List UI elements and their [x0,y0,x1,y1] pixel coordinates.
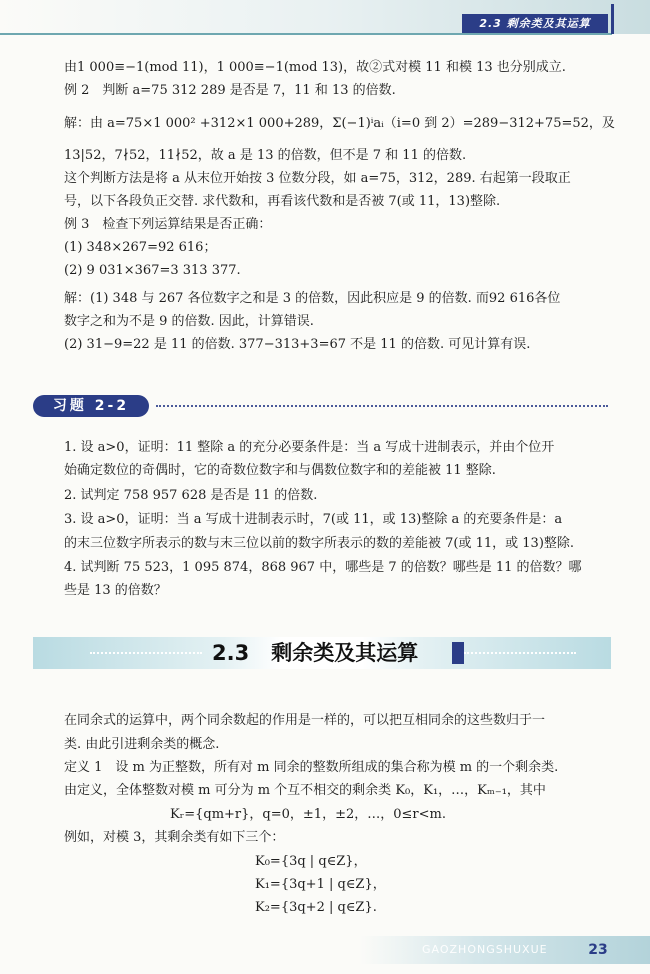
body-line: 这个判断方法是将 a 从末位开始按 3 位数分段，如 a=75，312，289. 右起第一段取正 [64,171,571,186]
section-dots-left [90,652,202,654]
exercise-badge: 习题 2-2 [33,395,149,417]
body-line: 号，以下各段负正交替. 求代数和，再看该代数和是否被 7(或 11，13)整除. [64,194,501,209]
section-accent-bar [452,642,464,664]
exercise-line: 些是 13 的倍数？ [64,583,167,598]
exercise-line: 4. 试判断 75 523，1 095 874，868 967 中，哪些是 7 的倍数？哪些是 11 的倍数？哪 [64,560,582,575]
section-dots-right [464,652,576,654]
footer-brand: GAOZHONGSHUXUE [422,943,548,956]
body-line: 解：由 a=75×1 000² +312×1 000+289，Σ(−1)ⁱaᵢ（i=0 到 2）=289−312+75=52，及 [64,116,615,131]
section-title [212,637,452,669]
exercise-line: 始确定数位的奇偶时，它的奇数位数字和与偶数位数字和的差能被 11 整除. [64,463,496,478]
exercise-line: 1. 设 a>0，证明：11 整除 a 的充分必要条件是：当 a 写成十进制表示，并由个位开 [64,440,555,455]
section-line: 在同余式的运算中，两个同余数起的作用是一样的，可以把互相同余的这些数归于一 [64,713,546,728]
section-line: 例如，对模 3，其剩余类有如下三个： [64,830,285,845]
residue-class-k1: K₁={3q+1 | q∈Z}， [255,877,386,892]
body-line: (2) 31−9=22 是 11 的倍数. 377−313+3=67 不是 11 的倍数. 可见计算有误. [64,337,531,352]
exercise-dotted-rule [156,405,608,407]
body-line: 数字之和为不是 9 的倍数. 因此，计算错误. [64,314,314,329]
body-line: 13|52，7∤52，11∤52，故 a 是 13 的倍数，但不是 7 和 11 的倍数. [64,148,467,163]
section-line: 类. 由此引进剩余类的概念. [64,737,220,752]
exercise-line: 3. 设 a>0，证明：当 a 写成十进制表示时，7(或 11，或 13)整除 a 的充要条件是：a [64,512,563,527]
example-3-heading: 例 3 检查下列运算结果是否正确： [64,217,272,232]
residue-class-k2: K₂={3q+2 | q∈Z}. [255,900,377,915]
running-header: 2.3 剩余类及其运算 [462,14,608,33]
definition-1: 定义 1 设 m 为正整数，所有对 m 同余的整数所组成的集合称为模 m 的一个剩余类. [64,760,559,775]
section-number: 2.3 [212,641,250,665]
section-line: 由定义，全体整数对模 m 可分为 m 个互不相交的剩余类 K₀，K₁，…，Kₘ₋₁，其中 [64,783,546,798]
body-line: (1) 348×267=92 616； [64,240,217,255]
example-2-heading: 例 2 判断 a=75 312 289 是否是 7，11 和 13 的倍数. [64,83,396,98]
section-title-text: 剩余类及其运算 [271,641,419,665]
header-rule [0,33,612,35]
header-edge-bar [611,4,614,34]
exercise-line: 的末三位数字所表示的数与末三位以前的数字所表示的数的差能被 7(或 11，或 13)整除. [64,536,575,551]
body-line: 由1 000≡−1(mod 11)，1 000≡−1(mod 13)，故②式对模 11 和模 13 也分别成立. [64,60,566,75]
page-number: 23 [588,942,608,958]
residue-class-k0: K₀={3q | q∈Z}， [255,854,367,869]
residue-class-formula: Kᵣ={qm+r}，q=0，±1，±2，…，0≤r<m. [170,807,446,822]
body-line: 解：(1) 348 与 267 各位数字之和是 3 的倍数，因此积应是 9 的倍数. 而92 616各位 [64,291,561,306]
exercise-line: 2. 试判定 758 957 628 是否是 11 的倍数. [64,488,318,503]
body-line: (2) 9 031×367=3 313 377. [64,263,241,278]
